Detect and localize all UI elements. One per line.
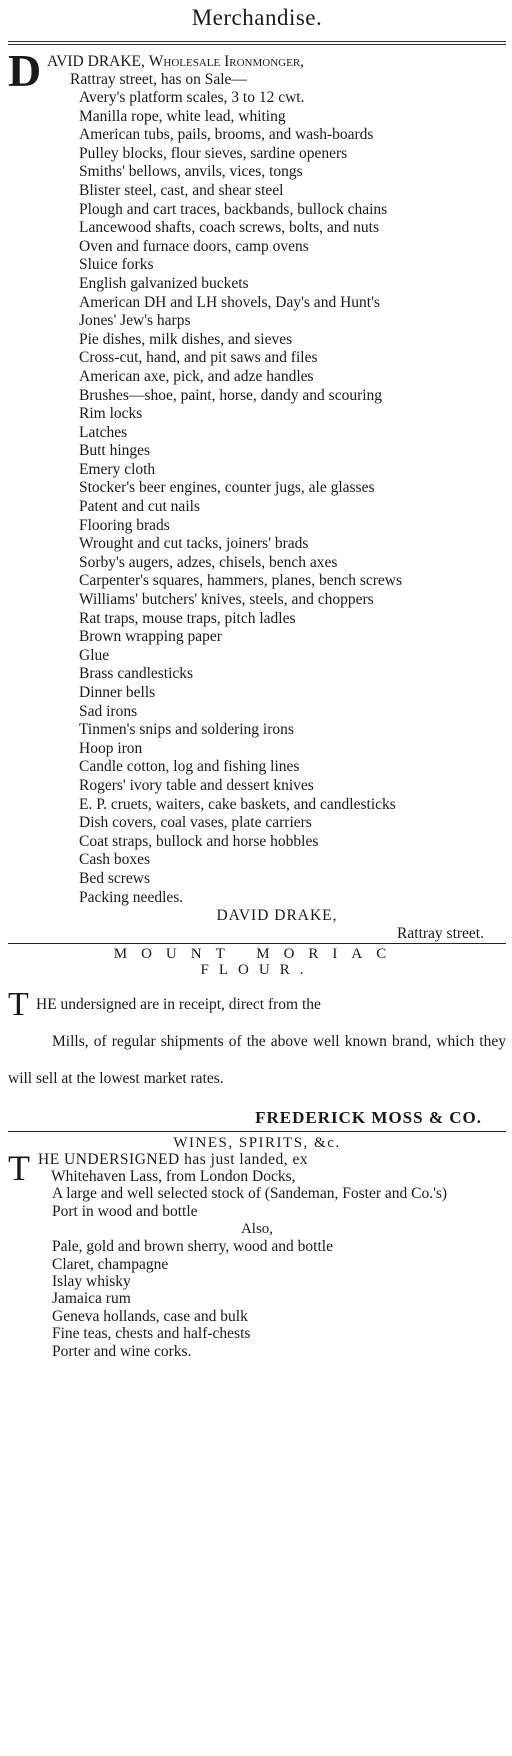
list-item: Bed screws (79, 869, 151, 887)
list-item: A large and well selected stock of (Sandeman, Foster and Co.'s) (52, 1185, 448, 1203)
moss-heading-line2: FLOUR. (200, 962, 314, 979)
wines-intro-line2: Whitehaven Lass, from London Docks, (51, 1168, 296, 1186)
list-item: Plough and cart traces, backbands, bullock chains (79, 200, 388, 218)
section-title: Merchandise. (191, 5, 323, 30)
list-item: Blister steel, cast, and shear steel (79, 181, 284, 199)
list-item: Geneva hollands, case and bulk (52, 1307, 248, 1325)
list-item: Williams' butchers' knives, steels, and choppers (79, 591, 374, 609)
list-item: E. P. cruets, waiters, cake baskets, and candlesticks (79, 795, 396, 813)
list-item: Rim locks (79, 405, 143, 423)
list-item: Jamaica rum (52, 1290, 131, 1308)
list-item: Dinner bells (79, 684, 156, 701)
wines-more-list (8, 1238, 506, 1360)
list-item: Glue (79, 646, 110, 664)
list-item: Brushes—shoe, paint, horse, dandy and scouring (79, 386, 383, 404)
list-item: Pulley blocks, flour sieves, sardine openers (79, 144, 348, 162)
list-item: Butt hinges (79, 442, 151, 460)
drake-first-line (47, 53, 304, 72)
moss-paragraph (8, 986, 506, 1097)
wines-also: Also, (240, 1221, 274, 1238)
drake-item-list (8, 89, 506, 907)
list-item: Porter and wine corks. (52, 1342, 192, 1360)
drake-name: AVID DRAKE, (47, 53, 149, 70)
divider (8, 1131, 506, 1132)
list-item: Cash boxes (79, 851, 151, 869)
list-item: Claret, champagne (52, 1255, 169, 1273)
moss-paragraph-rest: Mills, of regular shipments of the above well known brand, which they will sell at the lowest market rates. (8, 1033, 506, 1088)
list-item: Wrought and cut tacks, joiners' brads (79, 535, 309, 553)
wines-intro-line1: HE UNDERSIGNED has just landed, ex (38, 1151, 309, 1169)
wines-heading: WINES, SPIRITS, &c. (173, 1135, 341, 1152)
list-item: Lancewood shafts, coach screws, bolts, and nuts (79, 219, 380, 237)
drake-trade: Wholesale Ironmonger, (148, 53, 305, 70)
drake-address-line: Rattray street, has on Sale— (70, 71, 247, 88)
list-item: Rat traps, mouse traps, pitch ladles (79, 609, 296, 627)
list-item: English galvanized buckets (79, 274, 249, 292)
list-item: American tubs, pails, brooms, and wash-boards (79, 126, 374, 144)
wines-item-list (8, 1185, 506, 1220)
drop-cap: T (8, 1148, 30, 1189)
list-item: Carpenter's squares, hammers, planes, bench screws (79, 572, 403, 590)
list-item: Pie dishes, milk dishes, and sieves (79, 330, 293, 348)
list-item: Coat straps, bullock and horse hobbles (79, 832, 319, 850)
list-item: Patent and cut nails (79, 498, 200, 516)
moss-signature: FREDERICK MOSS & CO. (255, 1108, 482, 1128)
list-item: Packing needles. (79, 888, 184, 906)
list-item: Rogers' ivory table and dessert knives (79, 776, 314, 794)
list-item: Latches (79, 423, 128, 441)
list-item: Port in wood and bottle (52, 1202, 198, 1220)
list-item: Sad irons (79, 702, 138, 720)
drop-cap: D (8, 45, 42, 96)
wines-intro (8, 1148, 506, 1189)
list-item: Brown wrapping paper (79, 628, 222, 646)
list-item: Pale, gold and brown sherry, wood and bottle (52, 1238, 333, 1256)
header-rule (8, 41, 506, 45)
moss-heading-line1: MOUNT MORIAC (113, 946, 401, 963)
wines-advertisement (8, 1136, 506, 1360)
list-item: Oven and furnace doors, camp ovens (79, 237, 309, 255)
list-item: Manilla rope, white lead, whiting (79, 107, 286, 125)
list-item: Hoop iron (79, 739, 143, 757)
list-item: Sluice forks (79, 256, 154, 274)
divider (8, 943, 506, 944)
list-item: Emery cloth (79, 460, 156, 478)
drake-heading (8, 45, 506, 96)
moss-paragraph-first-line: HE undersigned are in receipt, direct from the (36, 996, 321, 1014)
list-item: Candle cotton, log and fishing lines (79, 758, 300, 776)
list-item: Avery's platform scales, 3 to 12 cwt. (79, 89, 305, 106)
list-item: Brass candlesticks (79, 665, 194, 683)
drake-signature-address: Rattray street. (397, 925, 484, 943)
drake-signature-name: DAVID DRAKE, (216, 907, 338, 925)
list-item: Stocker's beer engines, counter jugs, ale glasses (79, 479, 375, 497)
list-item: Tinmen's snips and soldering irons (79, 721, 294, 739)
list-item: Fine teas, chests and half-chests (52, 1325, 251, 1343)
list-item: American DH and LH shovels, Day's and Hunt's (79, 293, 380, 311)
list-item: Flooring brads (79, 516, 170, 534)
list-item: Sorby's augers, adzes, chisels, bench axes (79, 553, 338, 571)
list-item: Cross-cut, hand, and pit saws and files (79, 349, 318, 367)
list-item: Islay whisky (52, 1272, 131, 1290)
drop-cap: T (8, 986, 29, 1024)
moss-advertisement (8, 946, 506, 1131)
list-item: Smiths' bellows, anvils, vices, tongs (79, 163, 303, 181)
drake-advertisement (8, 45, 506, 943)
list-item: American axe, pick, and adze handles (79, 367, 314, 385)
list-item: Dish covers, coal vases, plate carriers (79, 814, 312, 832)
list-item: Jones' Jew's harps (79, 312, 191, 330)
